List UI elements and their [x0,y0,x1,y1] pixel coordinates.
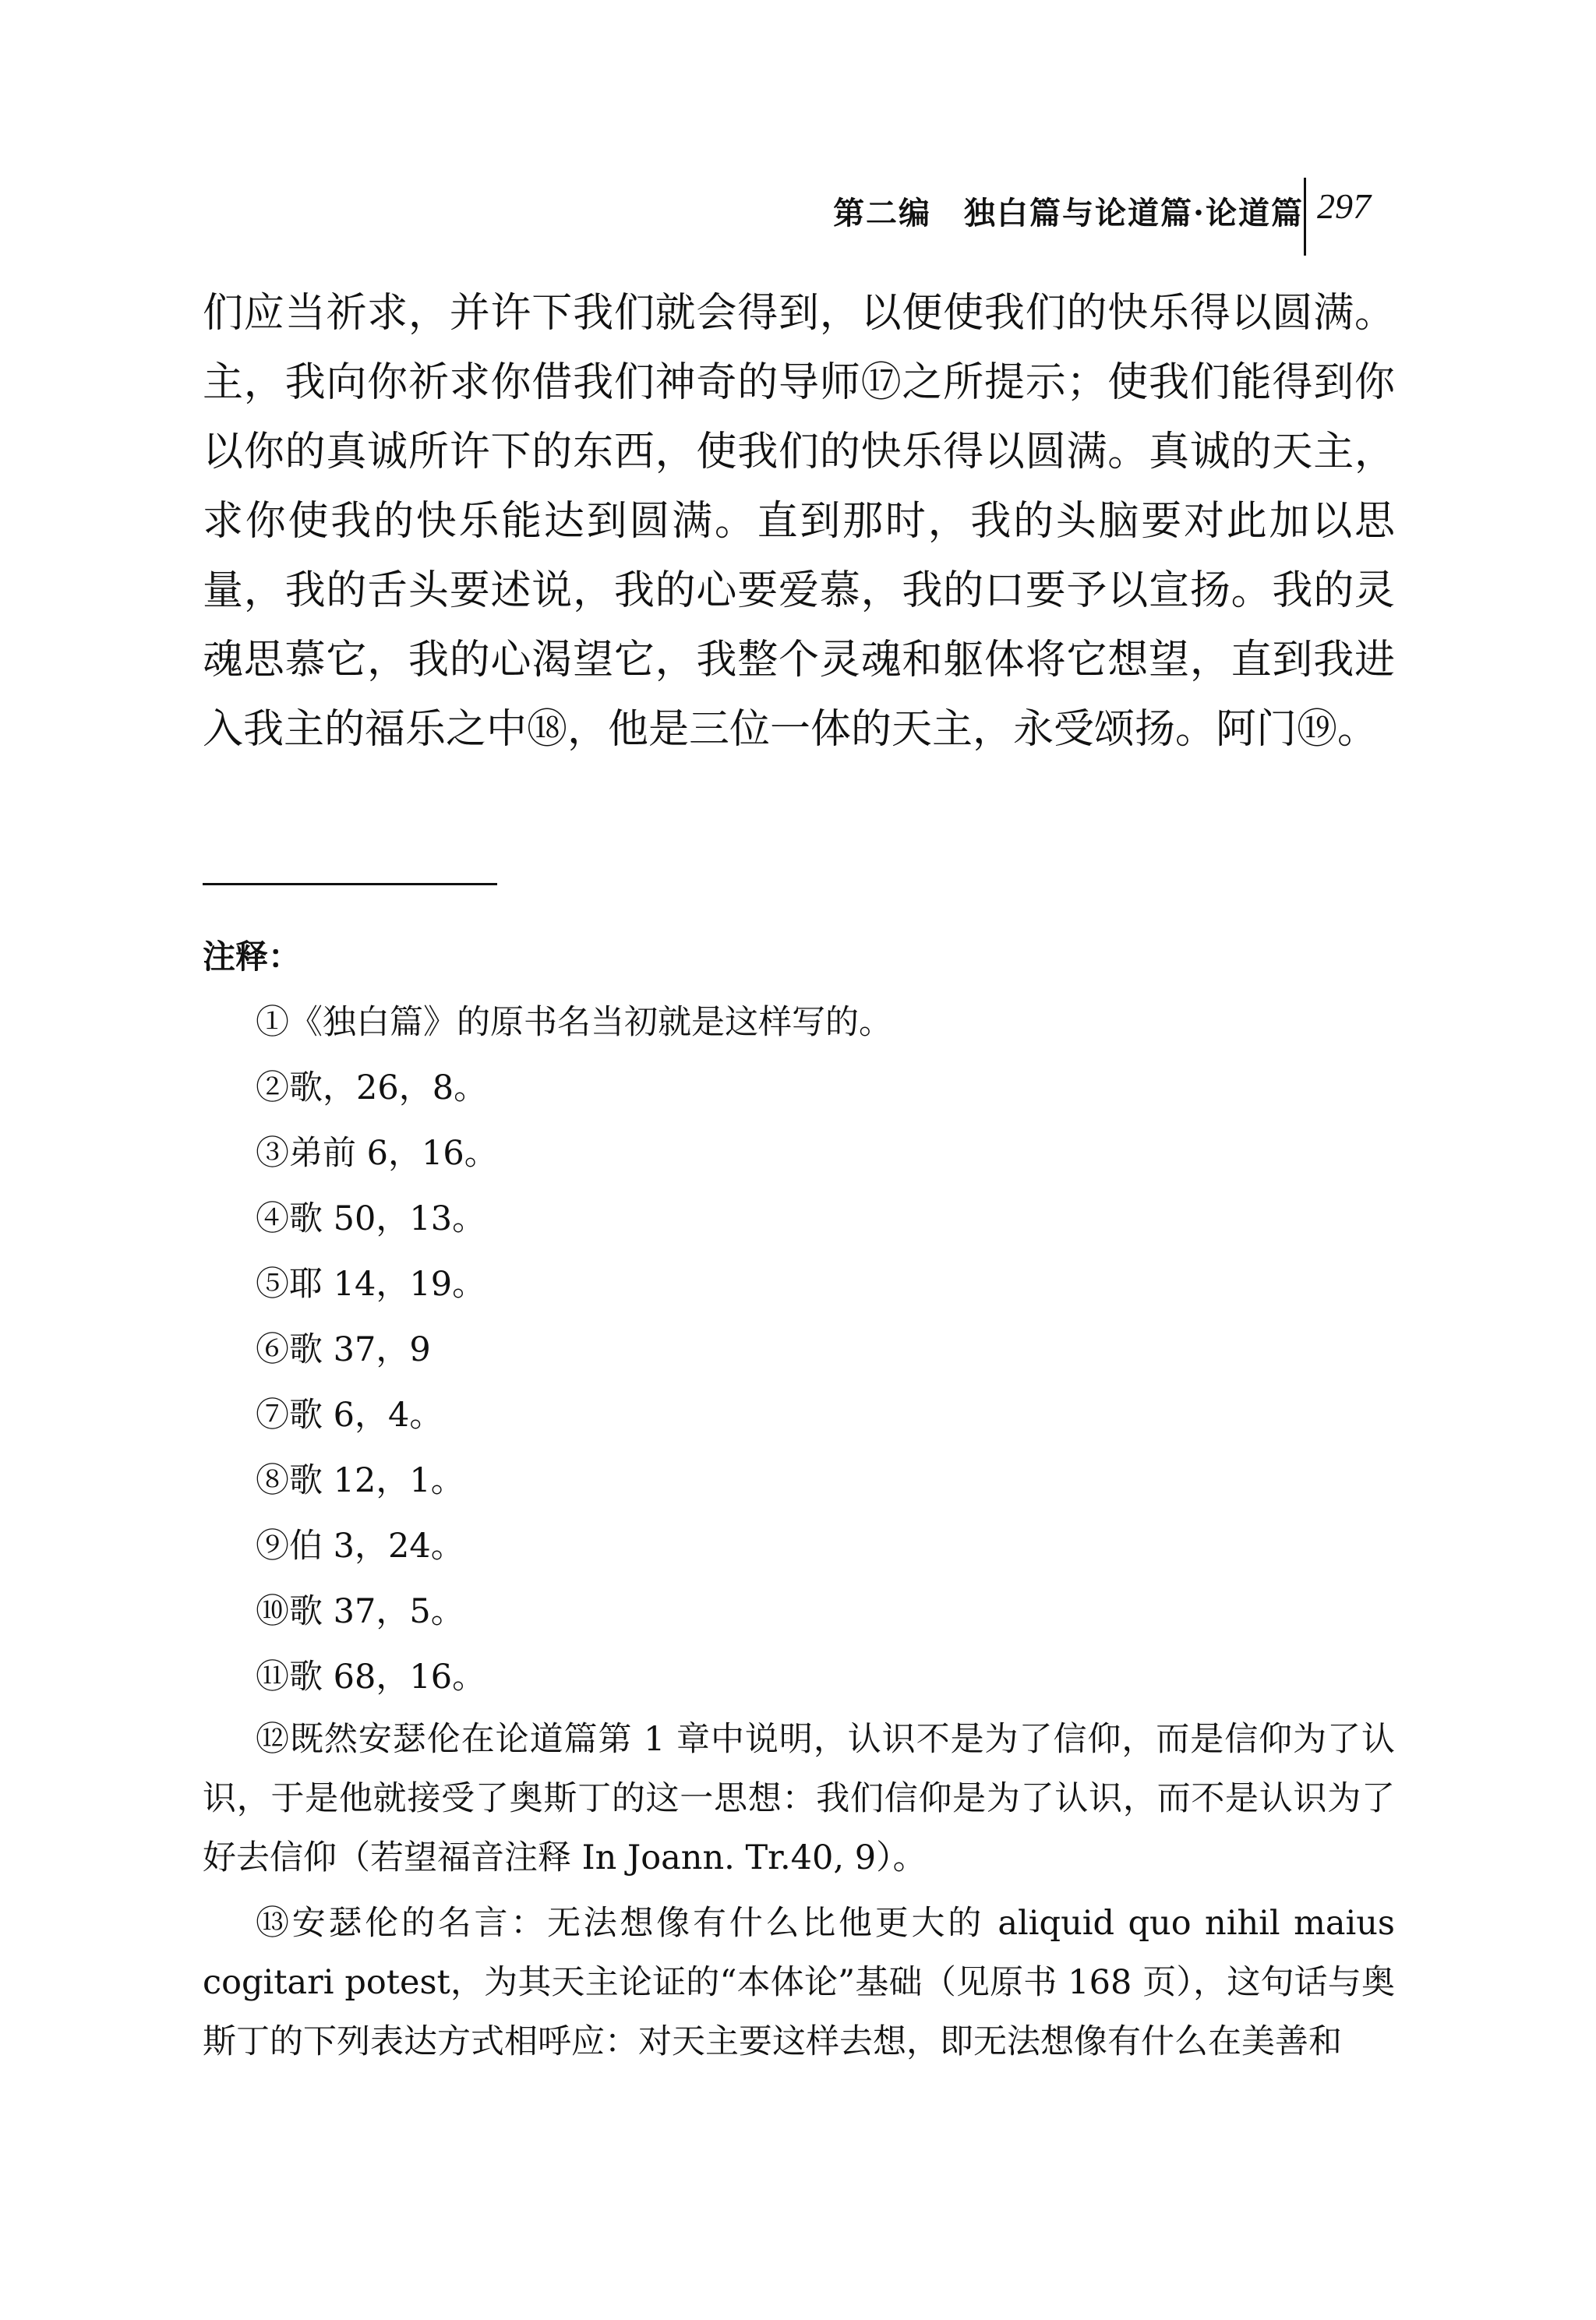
footnote-rule [203,883,497,885]
page-number: 297 [1317,186,1371,226]
footnote-item: ⑫既然安瑟伦在论道篇第 1 章中说明，认识不是为了信仰，而是信仰为了认识，于是他就接受了奥斯丁的这一思想：我们信仰是为了认识，而不是认识为了好去信仰（若望福音注释 In Joann. Tr.40, 9）。 [203,1720,1395,1877]
footnote-item: ②歌，26，8。 [256,1068,488,1107]
footnote-item: ⑩歌 37，5。 [256,1592,464,1631]
footnote-item: ⑤耶 14，19。 [256,1265,486,1304]
footnote-item: ①《独白篇》的原书名当初就是这样写的。 [256,1003,892,1042]
running-header [0,178,1596,263]
footnote-item: ⑦歌 6，4。 [256,1396,443,1435]
footnote-item: ⑧歌 12，1。 [256,1461,464,1500]
footnote-item: ⑬安瑟伦的名言：无法想像有什么比他更大的 aliquid quo nihil maius cogitari potest，为其天主论证的“本体论”基础（见原书 168 页），这句话与奥斯丁的下列表达方式相呼应：对天主要这样去想，即无法想像有什么在美善和 [203,1904,1395,2061]
notes-heading: 注释： [203,938,302,976]
main-paragraph: 们应当祈求，并许下我们就会得到，以便使我们的快乐得以圆满。主，我向你祈求你借我们神奇的导师⑰之所提示；使我们能得到你以你的真诚所许下的东西，使我们的快乐得以圆满。真诚的天主，求你使我的快乐能达到圆满。直到那时，我的头脑要对此加以思量，我的舌头要述说，我的心要爱慕，我的口要予以宣扬。我的灵魂思慕它，我的心渴望它，我整个灵魂和躯体将它想望，直到我进入我主的福乐之中⑱，他是三位一体的天主，永受颂扬。阿门⑲。 [203,290,1395,753]
footnote-item: ④歌 50，13。 [256,1199,486,1238]
header-separator [1304,178,1306,256]
footnote-list [203,990,1395,2078]
running-title: 第二编 独白篇与论道篇·论道篇 [833,195,1304,231]
footnote-item: ③弟前 6，16。 [256,1134,498,1173]
footnote-item: ⑪歌 68，16。 [256,1658,486,1697]
footnote-item: ⑥歌 37，9 [256,1330,431,1369]
footnote-item: ⑨伯 3，24。 [256,1527,464,1566]
